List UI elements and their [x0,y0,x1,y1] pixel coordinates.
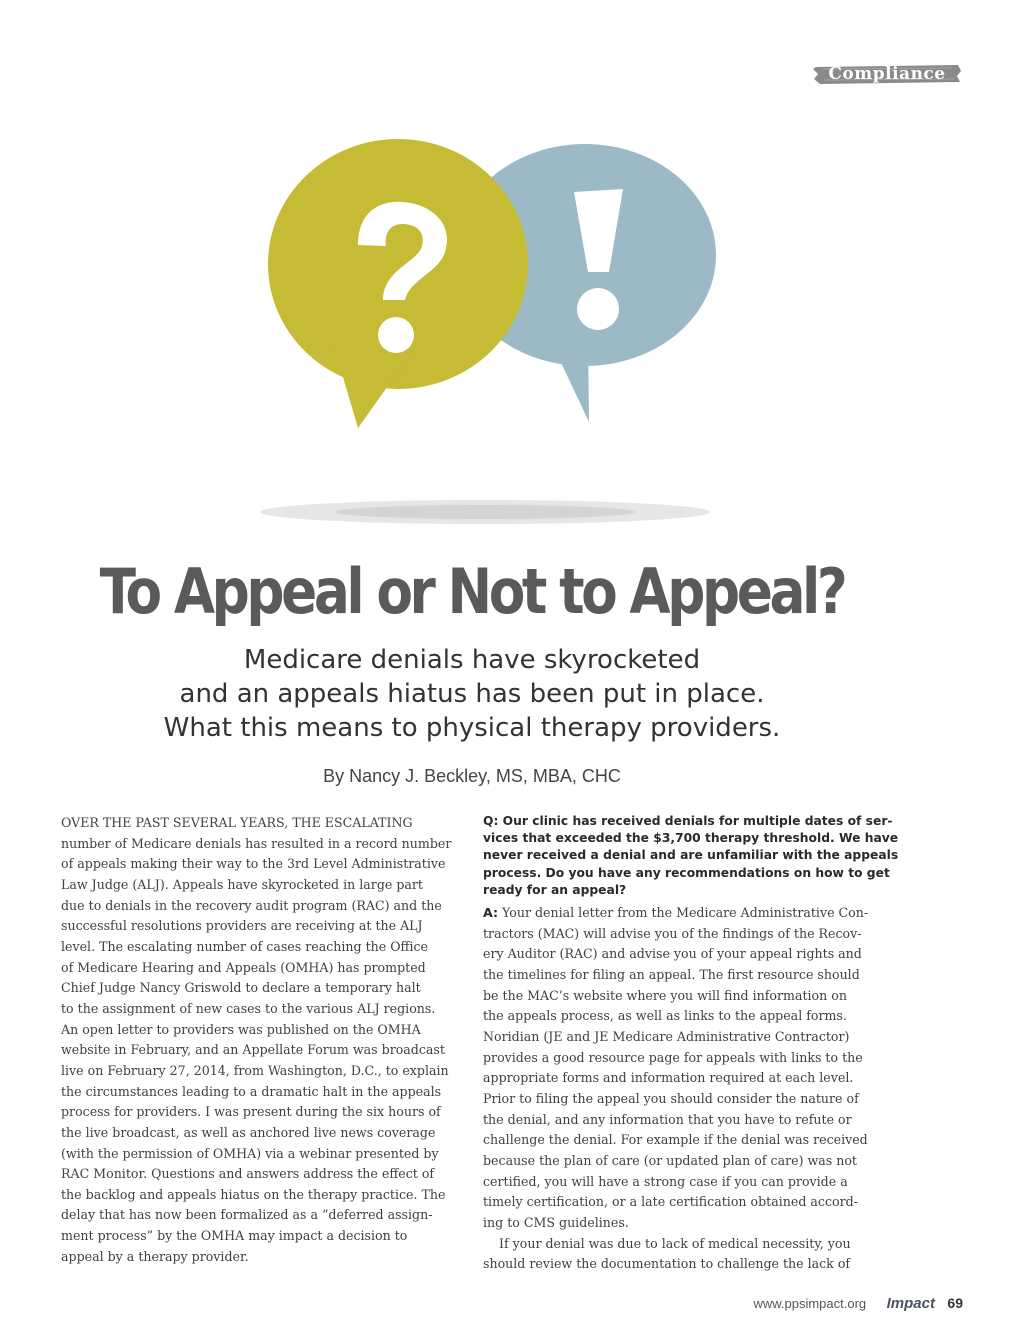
article-deck [0,643,944,745]
body-line: number of Medicare denials has resulted in a record number [61,835,452,851]
deck-line: What this means to physical therapy providers. [163,713,781,743]
answer-line: the denial, and any information that you have to refute or [483,1111,852,1127]
body-line: live on February 27, 2014, from Washington, D.C., to explain [61,1062,449,1078]
right-column-body [483,813,899,1275]
body-line: OVER THE PAST SEVERAL YEARS, THE ESCALATING [61,815,413,830]
question-line: vices that exceeded the $3,700 therapy threshold. We have [483,831,899,846]
answer-line: should review the documentation to challenge the lack of [483,1256,851,1272]
section-tag [812,62,962,86]
body-line: delay that has now been formalized as a “deferred assign- [61,1207,433,1223]
answer-line: the appeals process, as well as links to the appeal forms. [483,1008,847,1024]
answer-lead: A: [483,905,499,921]
body-line: successful resolutions providers are receiving at the ALJ [61,918,423,934]
body-line: process for providers. I was present during the six hours of [61,1104,441,1120]
answer-line: because the plan of care (or updated plan of care) was not [483,1152,857,1168]
answer-line: If your denial was due to lack of medical necessity, you [483,1235,851,1251]
question-line: ready for an appeal? [483,882,627,897]
answer-line: Noridian (JE and JE Medicare Administrative Contractor) [483,1028,850,1044]
answer-line: appropriate forms and information required at each level. [483,1070,854,1086]
answer-line: timely certification, or a late certification obtained accord- [483,1194,858,1210]
byline: By Nancy J. Beckley, MS, MBA, CHC [323,766,621,786]
answer-line: Prior to filing the appeal you should consider the nature of [483,1090,859,1106]
body-line: the circumstances leading to a dramatic halt in the appeals [61,1083,442,1099]
answer-line: certified, you will have a strong case if you can provide a [483,1173,848,1189]
body-line: appeal by a therapy provider. [61,1248,249,1264]
body-line: of Medicare Hearing and Appeals (OMHA) has prompted [61,959,426,975]
answer-line: the timelines for filing an appeal. The first resource should [483,966,860,982]
answer-line: challenge the denial. For example if the denial was received [483,1132,868,1148]
left-column-body [61,813,461,1267]
body-line: RAC Monitor. Questions and answers address the effect of [61,1166,435,1182]
page-footer [0,1295,963,1313]
answer-block [483,903,888,1275]
body-line: the live broadcast, as well as anchored live news coverage [61,1124,436,1140]
answer-line: tractors (MAC) will advise you of the findings of the Recov- [483,925,862,941]
body-line: An open letter to providers was published on the OMHA [61,1021,421,1037]
speech-bubbles-illustration [240,130,740,544]
question-line: never received a denial and are unfamiliar with the appeals [483,848,899,863]
body-line: Law Judge (ALJ). Appeals have skyrocketed in large part [61,876,423,892]
body-line: of appeals making their way to the 3rd Level Administrative [61,856,446,872]
answer-line: ery Auditor (RAC) and advise you of your appeal rights and [483,946,862,962]
question-block [483,813,899,899]
body-line: to the assignment of new cases to the various ALJ regions. [61,1000,436,1016]
answer-line: ing to CMS guidelines. [483,1214,629,1230]
footer-url[interactable]: www.ppsimpact.org [753,1296,867,1311]
page-number: 69 [947,1295,963,1311]
body-line: website in February, and an Appellate Forum was broadcast [61,1042,445,1058]
body-line: due to denials in the recovery audit program (RAC) and the [61,897,442,913]
answer-line: be the MAC’s website where you will find information on [483,987,847,1003]
footer-brand: Impact [886,1295,935,1312]
question-line: Q: Our clinic has received denials for multiple dates of ser- [483,814,893,828]
body-line: level. The escalating number of cases reaching the Office [61,938,429,954]
section-tag-label: Compliance [828,64,946,84]
body-line: the backlog and appeals hiatus on the therapy practice. The [61,1186,446,1202]
answer-line: provides a good resource page for appeals with links to the [483,1049,863,1065]
body-line: Chief Judge Nancy Griswold to declare a temporary halt [61,980,421,996]
answer-line [483,903,888,924]
question-line: process. Do you have any recommendations on how to get [483,865,890,880]
article-headline: To Appeal or Not to Appeal? [99,555,845,628]
deck-line: and an appeals hiatus has been put in place. [179,679,765,709]
body-line: (with the permission of OMHA) via a webinar presented by [61,1145,439,1161]
body-line: ment process” by the OMHA may impact a decision to [61,1228,408,1244]
answer-line-text: Your denial letter from the Medicare Administrative Con- [498,905,869,921]
deck-line: Medicare denials have skyrocketed [243,645,701,675]
